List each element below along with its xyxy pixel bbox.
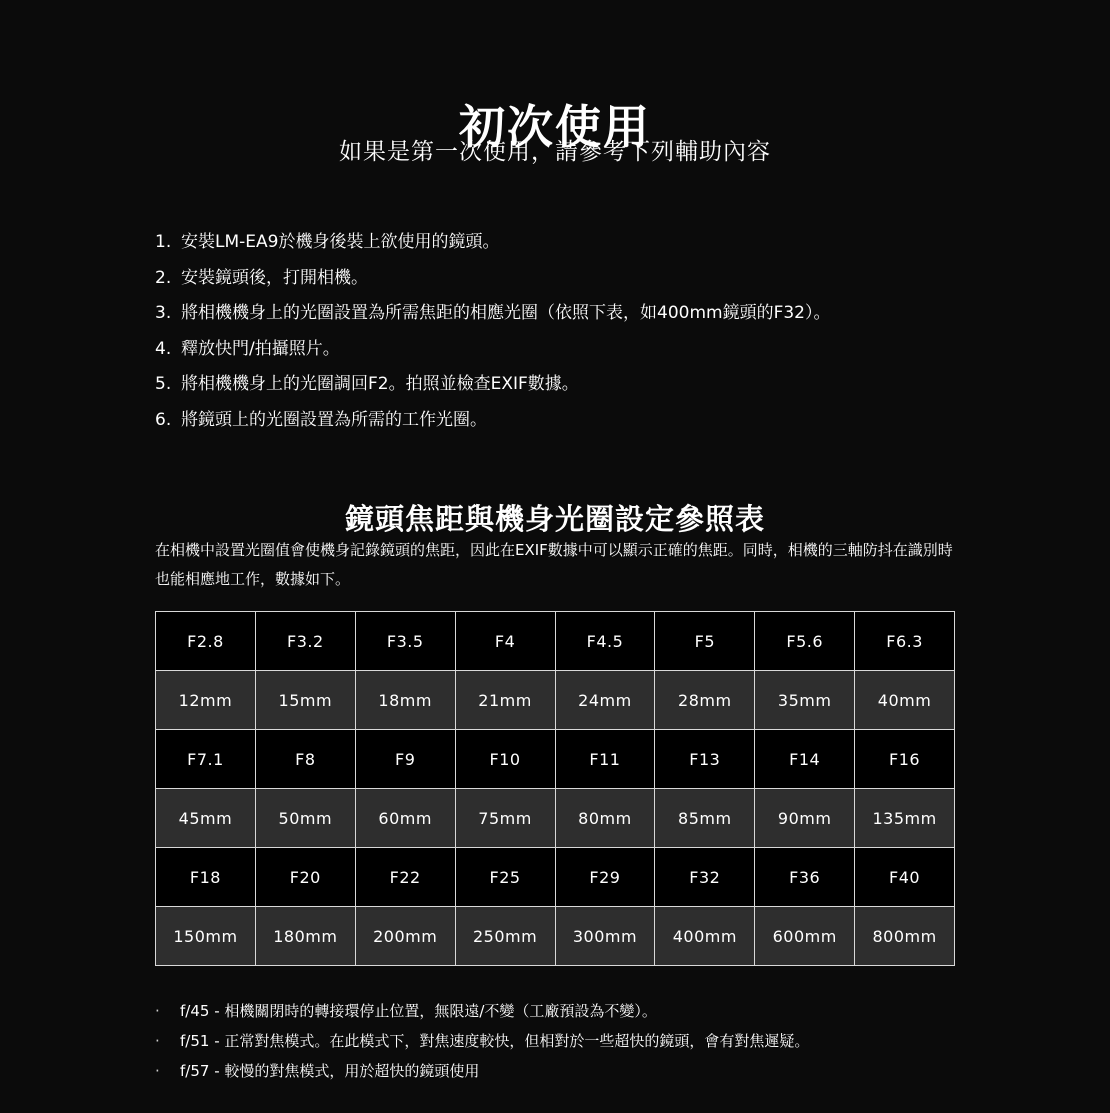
focal-length-cell: 400mm <box>655 907 755 966</box>
focal-length-cell: 85mm <box>655 789 755 848</box>
focal-length-cell: 45mm <box>156 789 256 848</box>
aperture-cell: F4.5 <box>555 612 655 671</box>
note-text: f/51 - 正常對焦模式。在此模式下，對焦速度較快，但相對於一些超快的鏡頭，會有對焦遲疑。 <box>180 1032 810 1050</box>
aperture-cell: F9 <box>355 730 455 789</box>
aperture-cell: F6.3 <box>855 612 955 671</box>
focal-length-cell: 12mm <box>156 671 256 730</box>
aperture-cell: F3.2 <box>255 612 355 671</box>
focal-length-cell: 90mm <box>755 789 855 848</box>
step-number: 5. <box>155 374 172 395</box>
step-number: 4. <box>155 338 172 359</box>
step-item <box>155 261 830 297</box>
focal-length-cell: 35mm <box>755 671 855 730</box>
step-text: 將相機機身上的光圈調回F2。拍照並檢查EXIF數據。 <box>181 374 579 395</box>
note-item <box>155 1056 809 1086</box>
focal-length-cell: 24mm <box>555 671 655 730</box>
aperture-cell: F20 <box>255 848 355 907</box>
focal-length-row <box>156 671 955 730</box>
bullet-icon: · <box>155 1002 160 1020</box>
note-text: f/57 - 較慢的對焦模式，用於超快的鏡頭使用 <box>180 1062 480 1080</box>
focal-length-cell: 18mm <box>355 671 455 730</box>
aperture-cell: F40 <box>855 848 955 907</box>
aperture-cell: F8 <box>255 730 355 789</box>
step-text: 安裝LM-EA9於機身後裝上欲使用的鏡頭。 <box>181 232 500 252</box>
page-subtitle: 如果是第一次使用，請參考下列輔助內容 <box>339 139 771 165</box>
focal-length-cell: 80mm <box>555 789 655 848</box>
aperture-cell: F32 <box>655 848 755 907</box>
bullet-icon: · <box>155 1032 160 1050</box>
aperture-cell: F5.6 <box>755 612 855 671</box>
focal-length-cell: 250mm <box>455 907 555 966</box>
focal-length-cell: 21mm <box>455 671 555 730</box>
aperture-row <box>156 848 955 907</box>
aperture-focal-table <box>155 611 955 966</box>
aperture-cell: F5 <box>655 612 755 671</box>
focal-length-row <box>156 907 955 966</box>
step-item <box>155 225 830 261</box>
aperture-cell: F29 <box>555 848 655 907</box>
step-item <box>155 332 830 368</box>
note-item <box>155 996 809 1026</box>
aperture-cell: F4 <box>455 612 555 671</box>
aperture-row <box>156 612 955 671</box>
section-intro: 在相機中設置光圈值會使機身記錄鏡頭的焦距，因此在EXIF數據中可以顯示正確的焦距。同時，相機的三軸防抖在識別時也能相應地工作，數據如下。 <box>155 541 953 588</box>
aperture-cell: F3.5 <box>355 612 455 671</box>
step-number: 2. <box>155 267 172 288</box>
aperture-cell: F7.1 <box>156 730 256 789</box>
focal-length-cell: 60mm <box>355 789 455 848</box>
aperture-cell: F14 <box>755 730 855 789</box>
focal-length-cell: 200mm <box>355 907 455 966</box>
page-title: 初次使用 <box>459 99 651 154</box>
step-text: 釋放快門/拍攝照片。 <box>181 338 340 359</box>
steps-list <box>155 225 830 439</box>
focal-length-cell: 180mm <box>255 907 355 966</box>
step-text: 安裝鏡頭後，打開相機。 <box>181 267 368 288</box>
notes-list <box>155 996 809 1086</box>
note-item <box>155 1026 809 1056</box>
note-text: f/45 - 相機關閉時的轉接環停止位置，無限遠/不變（工廠預設為不變）。 <box>180 1002 657 1020</box>
aperture-cell: F22 <box>355 848 455 907</box>
aperture-cell: F36 <box>755 848 855 907</box>
focal-length-cell: 28mm <box>655 671 755 730</box>
aperture-cell: F11 <box>555 730 655 789</box>
aperture-cell: F2.8 <box>156 612 256 671</box>
step-text: 將鏡頭上的光圈設置為所需的工作光圈。 <box>181 409 487 430</box>
focal-length-cell: 135mm <box>855 789 955 848</box>
focal-length-cell: 40mm <box>855 671 955 730</box>
focal-length-cell: 75mm <box>455 789 555 848</box>
step-text: 將相機機身上的光圈設置為所需焦距的相應光圈（依照下表，如400mm鏡頭的F32）。 <box>181 303 831 324</box>
focal-length-cell: 800mm <box>855 907 955 966</box>
step-item <box>155 367 830 403</box>
step-item <box>155 296 830 332</box>
focal-length-cell: 300mm <box>555 907 655 966</box>
aperture-cell: F10 <box>455 730 555 789</box>
step-number: 6. <box>155 409 172 430</box>
aperture-row <box>156 730 955 789</box>
step-item <box>155 403 830 439</box>
focal-length-cell: 50mm <box>255 789 355 848</box>
aperture-cell: F16 <box>855 730 955 789</box>
focal-length-cell: 150mm <box>156 907 256 966</box>
step-number: 1. <box>155 232 172 252</box>
aperture-cell: F25 <box>455 848 555 907</box>
bullet-icon: · <box>155 1062 160 1080</box>
focal-length-cell: 15mm <box>255 671 355 730</box>
step-number: 3. <box>155 303 172 324</box>
aperture-cell: F13 <box>655 730 755 789</box>
table-body <box>156 612 955 966</box>
aperture-cell: F18 <box>156 848 256 907</box>
focal-length-row <box>156 789 955 848</box>
section-title: 鏡頭焦距與機身光圈設定參照表 <box>344 502 765 537</box>
focal-length-cell: 600mm <box>755 907 855 966</box>
